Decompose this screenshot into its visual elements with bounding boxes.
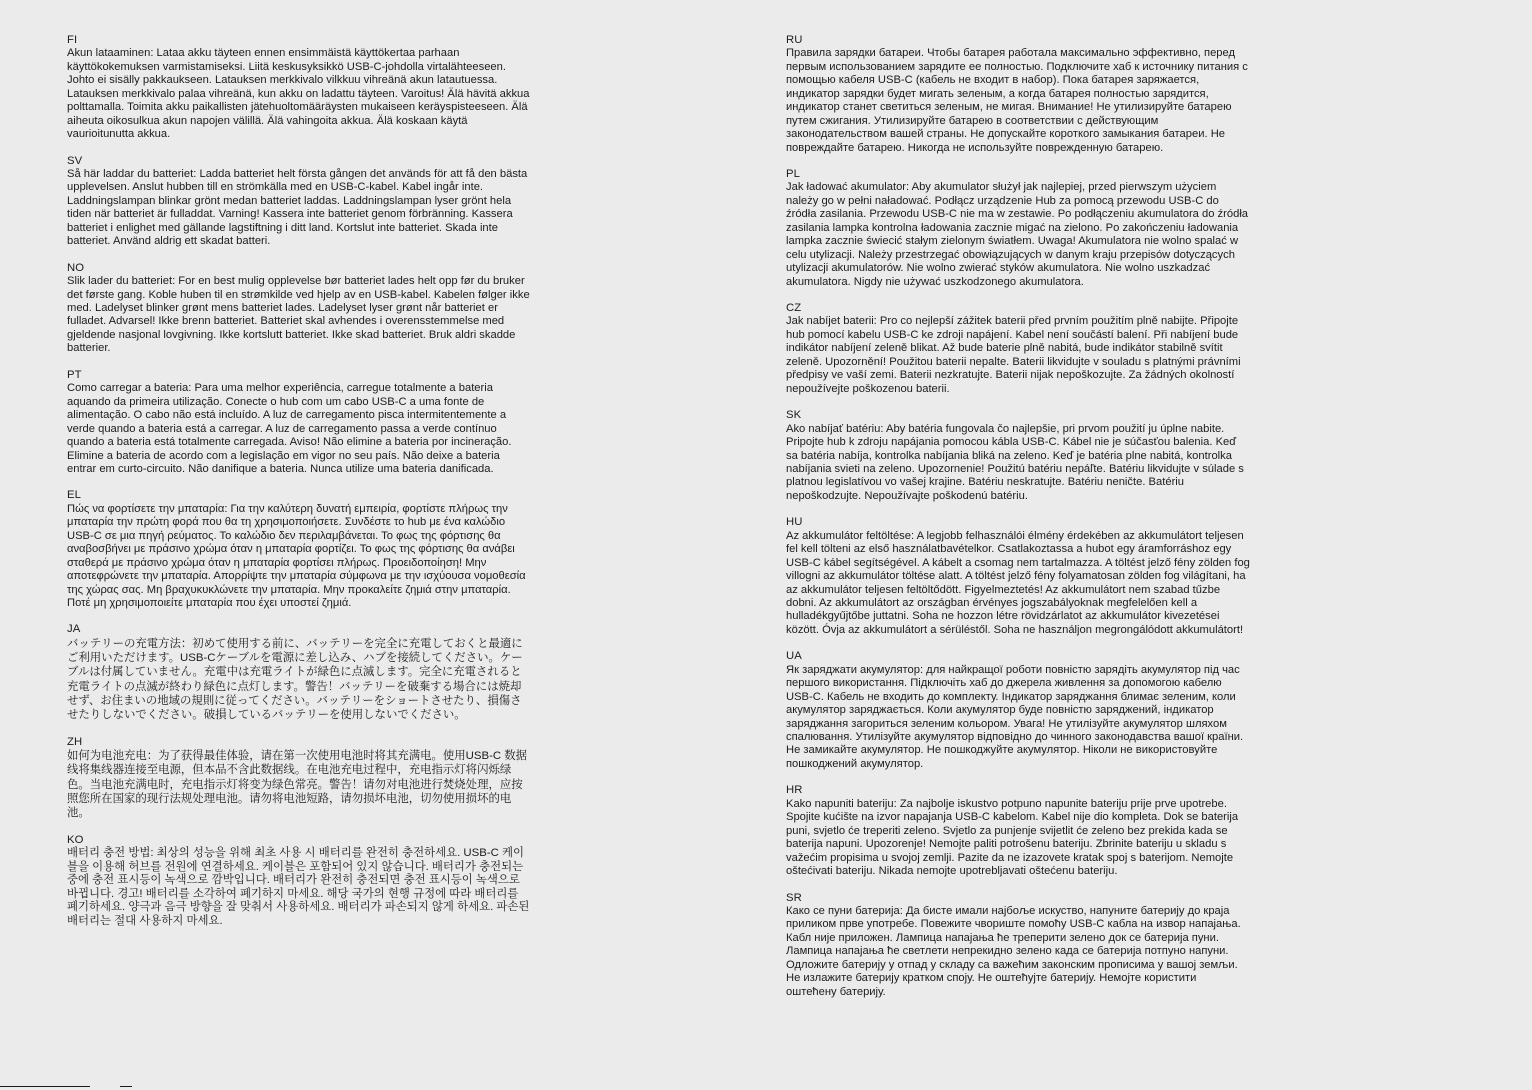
language-code: KO <box>67 833 84 846</box>
language-section-sv <box>67 155 530 249</box>
charging-instructions-text: Kako napuniti bateriju: Za najbolje iskustvo potpuno napunite bateriju prije prve upotrebe. Spojite kućište na izvor napajanja USB-C kabelom. Kabel nije dio kompleta. Dok se baterija puni, svjetlo će treperiti zeleno. Svjetlo za punjenje svijetlit će zeleno bez prekida kada se baterija napuni. Upozorenje! Nemojte paliti potrošenu bateriju. Zbrinite bateriju u skladu s važećim propisima u svojoj zemlji. Pazite da ne izazovete kratak spoj s baterijom. Nemojte oštećivati bateriju. Nikada nemojte upotrebljavati oštećenu bateriju. <box>786 797 1239 878</box>
language-section-fi <box>67 34 530 142</box>
language-section-cz <box>786 302 1250 396</box>
language-code: SK <box>786 409 802 422</box>
language-section-no <box>67 262 530 356</box>
language-section-hr <box>786 784 1250 878</box>
language-code: EL <box>67 489 82 502</box>
language-section-ko <box>67 834 530 929</box>
charging-instructions-text: Az akkumulátor feltöltése: A legjobb felhasználói élmény érdekében az akkumulátort teljesen fel kell tölteni az első használatbavételkor. Csatlakoztassa a hubot egy áramforráshoz egy USB-C kábel segítségével. A kábelt a csomag nem tartalmazza. A töltést jelző fény zölden fog villogni az akkumulátor töltése alatt. A töltést jelző fény folyamatosan zölden fog világítani, ha az akkumulátor teljesen feltöltődött. Figyelmeztetés! Az akkumulátort nem szabad tűzbe dobni. Az akkumulátort az országban érvényes jogszabályoknak megfelelően kell a hulladékgyűjtőbe juttatni. Soha ne hozzon létre rövidzárlatot az akkumulátor kivezetései között. Óvja az akkumulátort a sérüléstől. Soha ne használjon megrongálódott akkumulátort! <box>786 529 1250 636</box>
charging-instructions-text: Како се пуни батерија: Да бисте имали најбоље искуство, напуните батерију до краја приликом прве употребе. Повежите чвориште помоћу USB-C кабла на извор напајања. Кабл није приложен. Лампица напајања ће треперити зелено док се батерија пуни. Лампица напајања ће светлети непрекидно зелено када се батерија потпуно напуни. Одложите батерију у отпад у складу са важећим законским прописима у вашој земљи. Не излажите батерију кратком споју. Не оштећујте батерију. Немојте користити оштећену батерију. <box>786 904 1241 998</box>
charging-instructions-text: 배터리 충전 방법: 최상의 성능을 위해 최초 사용 시 배터리를 완전히 충전하세요. USB-C 케이블을 이용해 허브를 전원에 연결하세요. 케이블은 포함되어 있지 않습니다. 배터리가 충전되는 중에 충전 표시등이 녹색으로 깜박입니다. 배터리가 완전히 충전되면 충전 표시등이 녹색으로 바뀝니다. 경고! 배터리를 소각하여 폐기하지 마세요. 해당 국가의 현행 규정에 따라 배터리를 폐기하세요. 양극과 음극 방향을 잘 맞춰서 사용하세요. 배터리가 파손되지 않게 하세요. 파손된 배터리는 절대 사용하지 마세요. <box>67 846 530 927</box>
language-code: UA <box>786 650 802 663</box>
language-section-ua <box>786 650 1250 771</box>
charging-instructions-text: Så här laddar du batteriet: Ladda batteriet helt första gången det används för att få den bästa upplevelsen. Anslut hubben till en strömkälla med en USB-C-kabel. Kabel ingår inte. Laddningslampan blinkar grönt medan batteriet laddas. Laddningslampan lyser grönt hela tiden när batteriet är fulladdat. Varning! Kassera inte batteriet genom förbränning. Kassera batteriet i enlighet med gällande lagstiftning i ditt land. Kortslut inte batteriet. Skada inte batteriet. Använd aldrig ett skadat batteri. <box>67 167 528 248</box>
charging-instructions-text: Ako nabíjať batériu: Aby batéria fungovala čo najlepšie, pri prvom použití ju úplne nabite. Pripojte hub k zdroju napájania pomocou kábla USB-C. Kábel nie je súčasťou balenia. Keď sa batéria nabíja, kontrolka nabíjania bliká na zeleno. Keď je batéria plne nabitá, kontrolka nabíjania svieti na zeleno. Upozornenie! Použitú batériu nepáľte. Batériu likvidujte v súlade s platnou legislatívou vo vašej krajine. Batériu neskratujte. Batériu neničte. Batériu nepoškodzujte. Nepoužívajte poškodenú batériu. <box>786 422 1244 502</box>
charging-instructions-text: バッテリーの充電方法：初めて使用する前に、バッテリーを完全に充電しておくと最適にご利用いただけます。USB-Cケーブルを電源に差し込み、ハブを接続してください。ケーブルは付属していません。充電中は充電ライトが緑色に点滅します。完全に充電されると充電ライトの点滅が終わり緑色に点灯します。警告！バッテリーを破棄する場合には焼却せず、お住まいの地域の規則に従ってください。バッテリーをショートさせたり、損傷させたりしないでください。破損しているバッテリーを使用しないでください。 <box>67 637 523 722</box>
language-code: PT <box>67 368 82 381</box>
language-code: NO <box>67 261 85 274</box>
language-code: HU <box>786 516 803 529</box>
charging-instructions-text: 如何为电池充电：为了获得最佳体验，请在第一次使用电池时将其充满电。使用USB-C 数据线将集线器连接至电源，但本品不含此数据线。在电池充电过程中，充电指示灯将闪烁绿色。当电池充满电时，充电指示灯将变为绿色常亮。警告！请勿对电池进行焚烧处理，应按照您所在国家的现行法规处理电池。请勿将电池短路，请勿损坏电池，切勿使用损坏的电池。 <box>67 750 528 820</box>
language-section-sk <box>786 409 1250 503</box>
language-code: JA <box>67 623 81 636</box>
crop-mark-tick <box>120 1086 132 1087</box>
charging-instructions-text: Slik lader du batteriet: For en best mulig opplevelse bør batteriet lades helt opp før du bruker det første gang. Koble huben til en strømkilde ved hjelp av en USB-kabel. Kabelen følger ikke med. Ladelyset blinker grønt mens batteriet lades. Ladelyset lyser grønt når batteriet er fulladet. Advarsel! Ikke brenn batteriet. Batteriet skal avhendes i overensstemmelse med gjeldende nasjonal lovgivning. Ikke kortslutt batteriet. Ikke skad batteriet. Bruk aldri skadde batterier. <box>67 275 530 355</box>
language-section-el <box>67 489 530 610</box>
language-code: CZ <box>786 302 802 315</box>
charging-instructions-text: Akun lataaminen: Lataa akku täyteen ennen ensimmäistä käyttökertaa parhaan käyttökokemuksen varmistamiseksi. Liitä keskusyksikkö USB-C-johdolla virtalähteeseen. Johto ei sisälly pakkaukseen. Latauksen merkkivalo vilkkuu vihreänä akun latautuessa. Latauksen merkkivalo palaa vihreänä, kun akku on ladattu täyteen. Varoitus! Älä hävitä akkua polttamalla. Toimita akku paikallisten jätehuoltomääräysten mukaiseen keräyspisteeseen. Älä aiheuta oikosulkua akun napojen välillä. Älä vahingoita akkua. Älä koskaan käytä vaurioitunutta akkua. <box>67 47 530 141</box>
language-code: PL <box>786 168 801 181</box>
language-section-pt <box>67 369 530 477</box>
language-code: ZH <box>67 735 83 748</box>
crop-mark-line <box>0 1086 90 1087</box>
charging-instructions-text: Jak ładować akumulator: Aby akumulator służył jak najlepiej, przed pierwszym użyciem należy go w pełni naładować. Podłącz urządzenie Hub za pomocą przewodu USB-C do źródła zasilania. Przewodu USB-C nie ma w zestawie. Po podłączeniu akumulatora do źródła zasilania lampka kontrolna ładowania zacznie migać na zielono. Po zakończeniu ładowania lampka zacznie świecić stałym zielonym światłem. Uwaga! Akumulatora nie wolno spalać w celu utylizacji. Należy przestrzegać obowiązujących w danym kraju przepisów dotyczących utylizacji akumulatorów. Nie wolno zwierać styków akumulatora. Nie wolno uszkadzać akumulatora. Nigdy nie używać uszkodzonego akumulatora. <box>786 181 1249 288</box>
language-code: SV <box>67 154 83 167</box>
language-section-ru <box>786 34 1250 155</box>
charging-instructions-text: Як заряджати акумулятор: для найкращої роботи повністю зарядіть акумулятор під час першого використання. Підключіть хаб до джерела живлення за допомогою кабелю USB-C. Кабель не входить до комплекту. Індикатор заряджання блимає зеленим, коли акумулятор заряджається. Коли акумулятор буде повністю заряджений, індикатор заряджання загориться зеленим кольором. Увага! Не утилізуйте акумулятор шляхом спалювання. Утилізуйте акумулятор відповідно до чинного законодавства вашої країни. Не замикайте акумулятор. Не пошкоджуйте акумулятор. Ніколи не використовуйте пошкоджений акумулятор. <box>786 663 1244 770</box>
language-section-ja <box>67 623 530 722</box>
language-section-hu <box>786 516 1250 637</box>
language-code: HR <box>786 784 803 797</box>
language-section-sr <box>786 892 1250 1000</box>
charging-instructions-text: Πώς να φορτίσετε την μπαταρία: Για την καλύτερη δυνατή εμπειρία, φορτίστε πλήρως την μπαταρία την πρώτη φορά που θα τη χρησιμοποιήσετε. Συνδέστε το hub με ένα καλώδιο USB-C σε μια πηγή ρεύματος. Το καλώδιο δεν περιλαμβάνεται. Το φως της φόρτισης θα αναβοσβήνει με πράσινο χρώμα όταν η μπαταρία φορτίζει. Το φως της φόρτισης θα ανάβει σταθερά με πράσινο χρώμα όταν η μπαταρία φορτίσει πλήρως. Προειδοποίηση! Μην αποτεφρώνετε την μπαταρία. Απορρίψτε την μπαταρία σύμφωνα με την ισχύουσα νομοθεσία της χώρας σας. Μη βραχυκυκλώνετε την μπαταρία. Μην προκαλείτε ζημιά στην μπαταρία. Ποτέ μη χρησιμοποιείτε μπαταρία που έχει υποστεί ζημιά. <box>67 502 526 609</box>
language-code: RU <box>786 34 803 46</box>
language-code: SR <box>786 891 802 904</box>
charging-instructions-text: Como carregar a bateria: Para uma melhor experiência, carregue totalmente a bateria aquando da primeira utilização. Conecte o hub com um cabo USB-C a uma fonte de alimentação. O cabo não está incluído. A luz de carregamento pisca intermitentemente a verde quando a bateria está a carregar. A luz de carregamento passa a verde contínuo quando a bateria está totalmente carregada. Aviso! Não elimine a bateria por incineração. Elimine a bateria de acordo com a legislação em vigor no seu país. Não deixe a bateria entrar em curto-circuito. Não danifique a bateria. Nunca utilize uma bateria danificada. <box>67 382 512 475</box>
charging-instructions-text: Jak nabíjet baterii: Pro co nejlepší zážitek baterii před prvním použitím plně nabijte. Připojte hub pomocí kabelu USB-C ke zdroji napájení. Kabel není součástí balení. Při nabíjení bude indikátor nabíjení zeleně blikat. Až bude baterie plně nabitá, bude indikátor stabilně svítit zeleně. Upozornění! Použitou baterii nepalte. Baterii likvidujte v souladu s platnými právními předpisy ve vaší zemi. Baterii nezkratujte. Baterii nijak nepoškozujte. Za žádných okolností nepoužívejte poškozenou baterii. <box>786 315 1241 395</box>
right-column <box>786 34 1250 1012</box>
language-section-pl <box>786 168 1250 289</box>
language-section-zh <box>67 736 530 821</box>
charging-instructions-text: Правила зарядки батареи. Чтобы батарея работала максимально эффективно, перед первым использованием зарядите ее полностью. Подключите хаб к источнику питания с помощью кабеля USB-C (кабель не входит в набор). Пока батарея заряжается, индикатор зарядки будет мигать зеленым, а когда батарея полностью зарядится, индикатор станет светиться зеленым, не мигая. Внимание! Не утилизируйте батарею путем сжигания. Утилизируйте батарею в соответствии с действующим законодательством вашей страны. Не допускайте короткого замыкания батареи. Не повреждайте батарею. Никогда не используйте поврежденную батарею. <box>786 47 1248 154</box>
language-code: FI <box>67 34 78 46</box>
left-column <box>67 34 530 941</box>
